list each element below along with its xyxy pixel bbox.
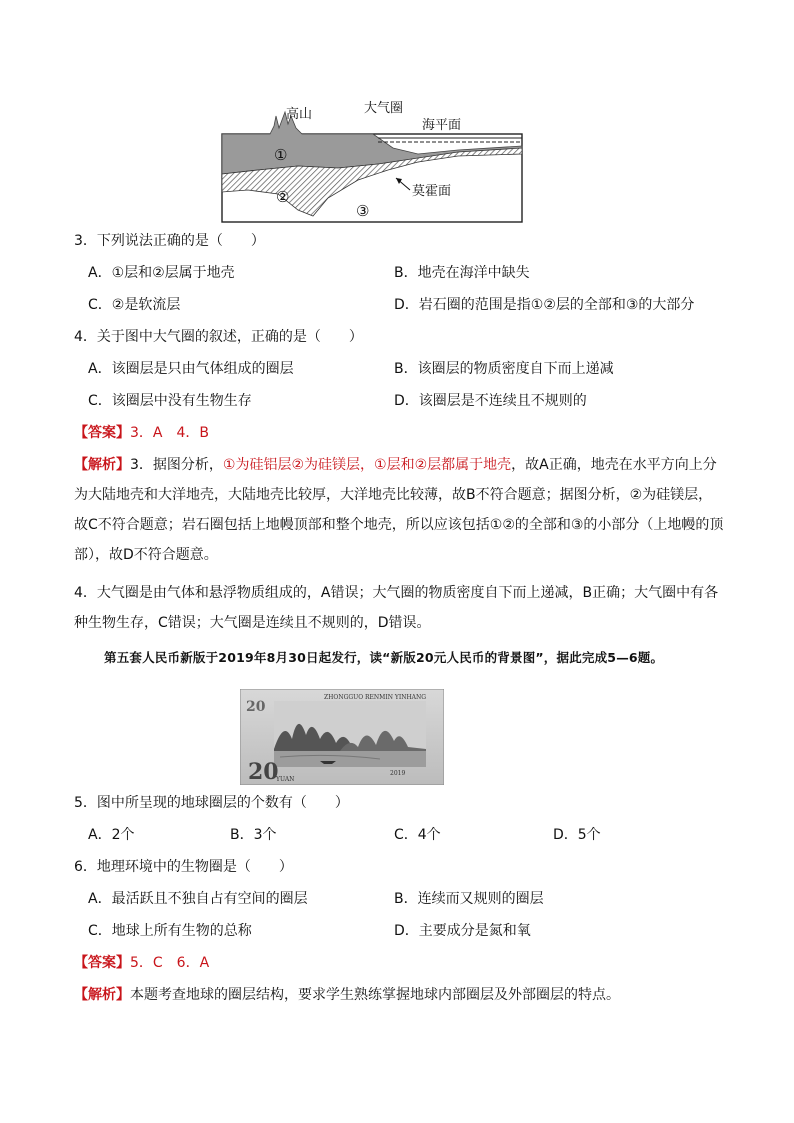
- moho-label: 莫霍面: [412, 184, 452, 199]
- q4-stem: 4．关于图中大气圈的叙述，正确的是（ ）: [74, 329, 363, 345]
- q3-stem: 3．下列说法正确的是（ ）: [74, 233, 265, 249]
- q5-option-d: D．5个: [553, 827, 601, 843]
- q5-option-c: C．4个: [394, 827, 441, 843]
- banknote-top-text: ZHONGGUO RENMIN YINHANG: [324, 694, 427, 701]
- answer-2: [74, 953, 209, 973]
- analysis-1-text-c: ，故A正确，地壳在水平方向上分为大陆地壳和大洋地壳，大陆地壳比较厚，大洋地壳比较薄，故B不符合题意；据图分析，②为硅镁层，故C不符合题意；岩石圈包括上地幔顶部和整个地壳，所以应该包括①②的全部和③的小部分（上地幔的顶部），故D不符合题意。: [74, 457, 724, 563]
- q4-option-b: B．该圈层的物质密度自下而上递减: [394, 361, 614, 377]
- q3-option-a: A．①层和②层属于地壳: [88, 265, 235, 281]
- q3-option-c: C．②是软流层: [88, 297, 181, 313]
- analysis-1-text-a: 3．据图分析，: [130, 457, 223, 473]
- answer-1: [74, 423, 209, 443]
- q5-option-b: B．3个: [230, 827, 277, 843]
- layer3-label: ③: [356, 202, 370, 220]
- q4-option-d: D．该圈层是不连续且不规则的: [394, 393, 587, 409]
- layer1-label: ①: [274, 146, 288, 164]
- banknote-year: 2019: [390, 770, 406, 777]
- q5-stem: 5．图中所呈现的地球圈层的个数有（ ）: [74, 795, 349, 811]
- banknote-image: [240, 689, 444, 785]
- q3-option-b: B．地壳在海洋中缺失: [394, 265, 530, 281]
- layer2-label: ②: [276, 188, 290, 206]
- answer-2-tag: 【答案】: [74, 955, 130, 971]
- answer-2-text: 5．C 6．A: [130, 955, 210, 971]
- analysis-2-tag: 【解析】: [74, 987, 130, 1003]
- analysis-2-text: 本题考查地球的圈层结构，要求学生熟练掌握地球内部圈层及外部圈层的特点。: [130, 987, 620, 1003]
- q6-option-c: C．地球上所有生物的总称: [88, 923, 252, 939]
- mountain-label: 高山: [286, 107, 313, 122]
- q5-option-a: A．2个: [88, 827, 135, 843]
- intro-text: 第五套人民币新版于2019年8月30日起发行，读“新版20元人民币的背景图”，据此完成5—6题。: [104, 650, 664, 665]
- analysis-1-tag: 【解析】: [74, 457, 130, 473]
- analysis-1-paragraph-1: [74, 450, 724, 570]
- banknote-denomination: 20: [248, 759, 279, 785]
- q6-option-a: A．最活跃且不独自占有空间的圈层: [88, 891, 308, 907]
- banknote-yuan: YUAN: [276, 776, 295, 783]
- atmosphere-label: 大气圈: [364, 101, 404, 116]
- earth-layers-diagram: [218, 98, 528, 226]
- answer-1-text: 3．A 4．B: [130, 425, 209, 441]
- q4-option-c: C．该圈层中没有生物生存: [88, 393, 252, 409]
- q4-option-a: A．该圈层是只由气体组成的圈层: [88, 361, 294, 377]
- analysis-1-text-b: ①为硅铝层②为硅镁层，①层和②层都属于地壳: [222, 457, 512, 473]
- q6-option-b: B．连续而又规则的圈层: [394, 891, 544, 907]
- q6-stem: 6．地理环境中的生物圈是（ ）: [74, 859, 293, 875]
- answer-1-tag: 【答案】: [74, 425, 130, 441]
- banknote-corner-denomination: 20: [246, 699, 266, 715]
- q3-option-d: D．岩石圈的范围是指①②层的全部和③的大部分: [394, 297, 695, 313]
- sea-level-label: 海平面: [422, 118, 462, 133]
- q6-option-d: D．主要成分是氮和氧: [394, 923, 531, 939]
- analysis-1-paragraph-2: 4．大气圈是由气体和悬浮物质组成的，A错误；大气圈的物质密度自下而上递减，B正确；大气圈中有各种生物生存，C错误；大气圈是连续且不规则的，D错误。: [74, 585, 719, 631]
- analysis-2: [74, 985, 620, 1005]
